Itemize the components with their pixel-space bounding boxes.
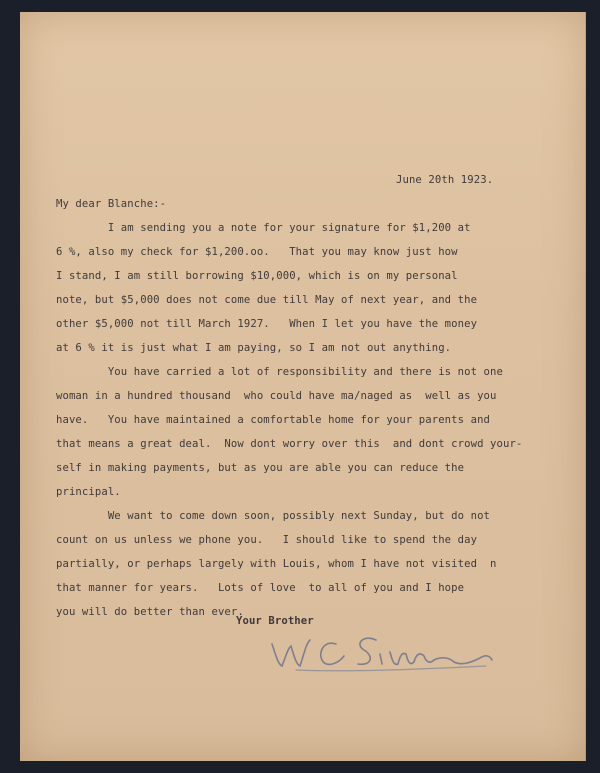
- body-line-6: at 6 % it is just what I am paying, so I am not out anything.: [56, 342, 452, 354]
- body-line-5: other $5,000 not till March 1927. When I let you have the money: [56, 318, 478, 330]
- handwritten-signature: [266, 626, 496, 676]
- letter-closing: Your Brother: [236, 615, 314, 627]
- body-line-11: self in making payments, but as you are able you can reduce the: [56, 462, 465, 474]
- body-line-15: partially, or perhaps largely with Louis, whom I have not visited n: [56, 558, 497, 570]
- body-line-12: principal.: [56, 486, 121, 498]
- body-line-8: woman in a hundred thousand who could have ma/naged as well as you: [56, 390, 497, 402]
- body-line-7: You have carried a lot of responsibility and there is not one: [56, 366, 503, 378]
- letter-salutation: My dear Blanche:-: [56, 198, 167, 210]
- body-line-14: count on us unless we phone you. I should like to spend the day: [56, 534, 478, 546]
- body-line-10: that means a great deal. Now dont worry over this and dont crowd your-: [56, 438, 523, 450]
- body-line-16: that manner for years. Lots of love to all of you and I hope: [56, 582, 465, 594]
- body-line-13: We want to come down soon, possibly next Sunday, but do not: [56, 510, 491, 522]
- body-line-4: note, but $5,000 does not come due till May of next year, and the: [56, 294, 478, 306]
- paper-edge: [585, 12, 586, 761]
- body-line-9: have. You have maintained a comfortable home for your parents and: [56, 414, 491, 426]
- letter-paper: [20, 12, 586, 761]
- body-line-3: I stand, I am still borrowing $10,000, which is on my personal: [56, 270, 458, 282]
- body-line-2: 6 %, also my check for $1,200.oo. That you may know just how: [56, 246, 458, 258]
- body-line-17: you will do better than ever.: [56, 606, 244, 618]
- body-line-1: I am sending you a note for your signature for $1,200 at: [56, 222, 471, 234]
- letter-date: June 20th 1923.: [396, 174, 494, 186]
